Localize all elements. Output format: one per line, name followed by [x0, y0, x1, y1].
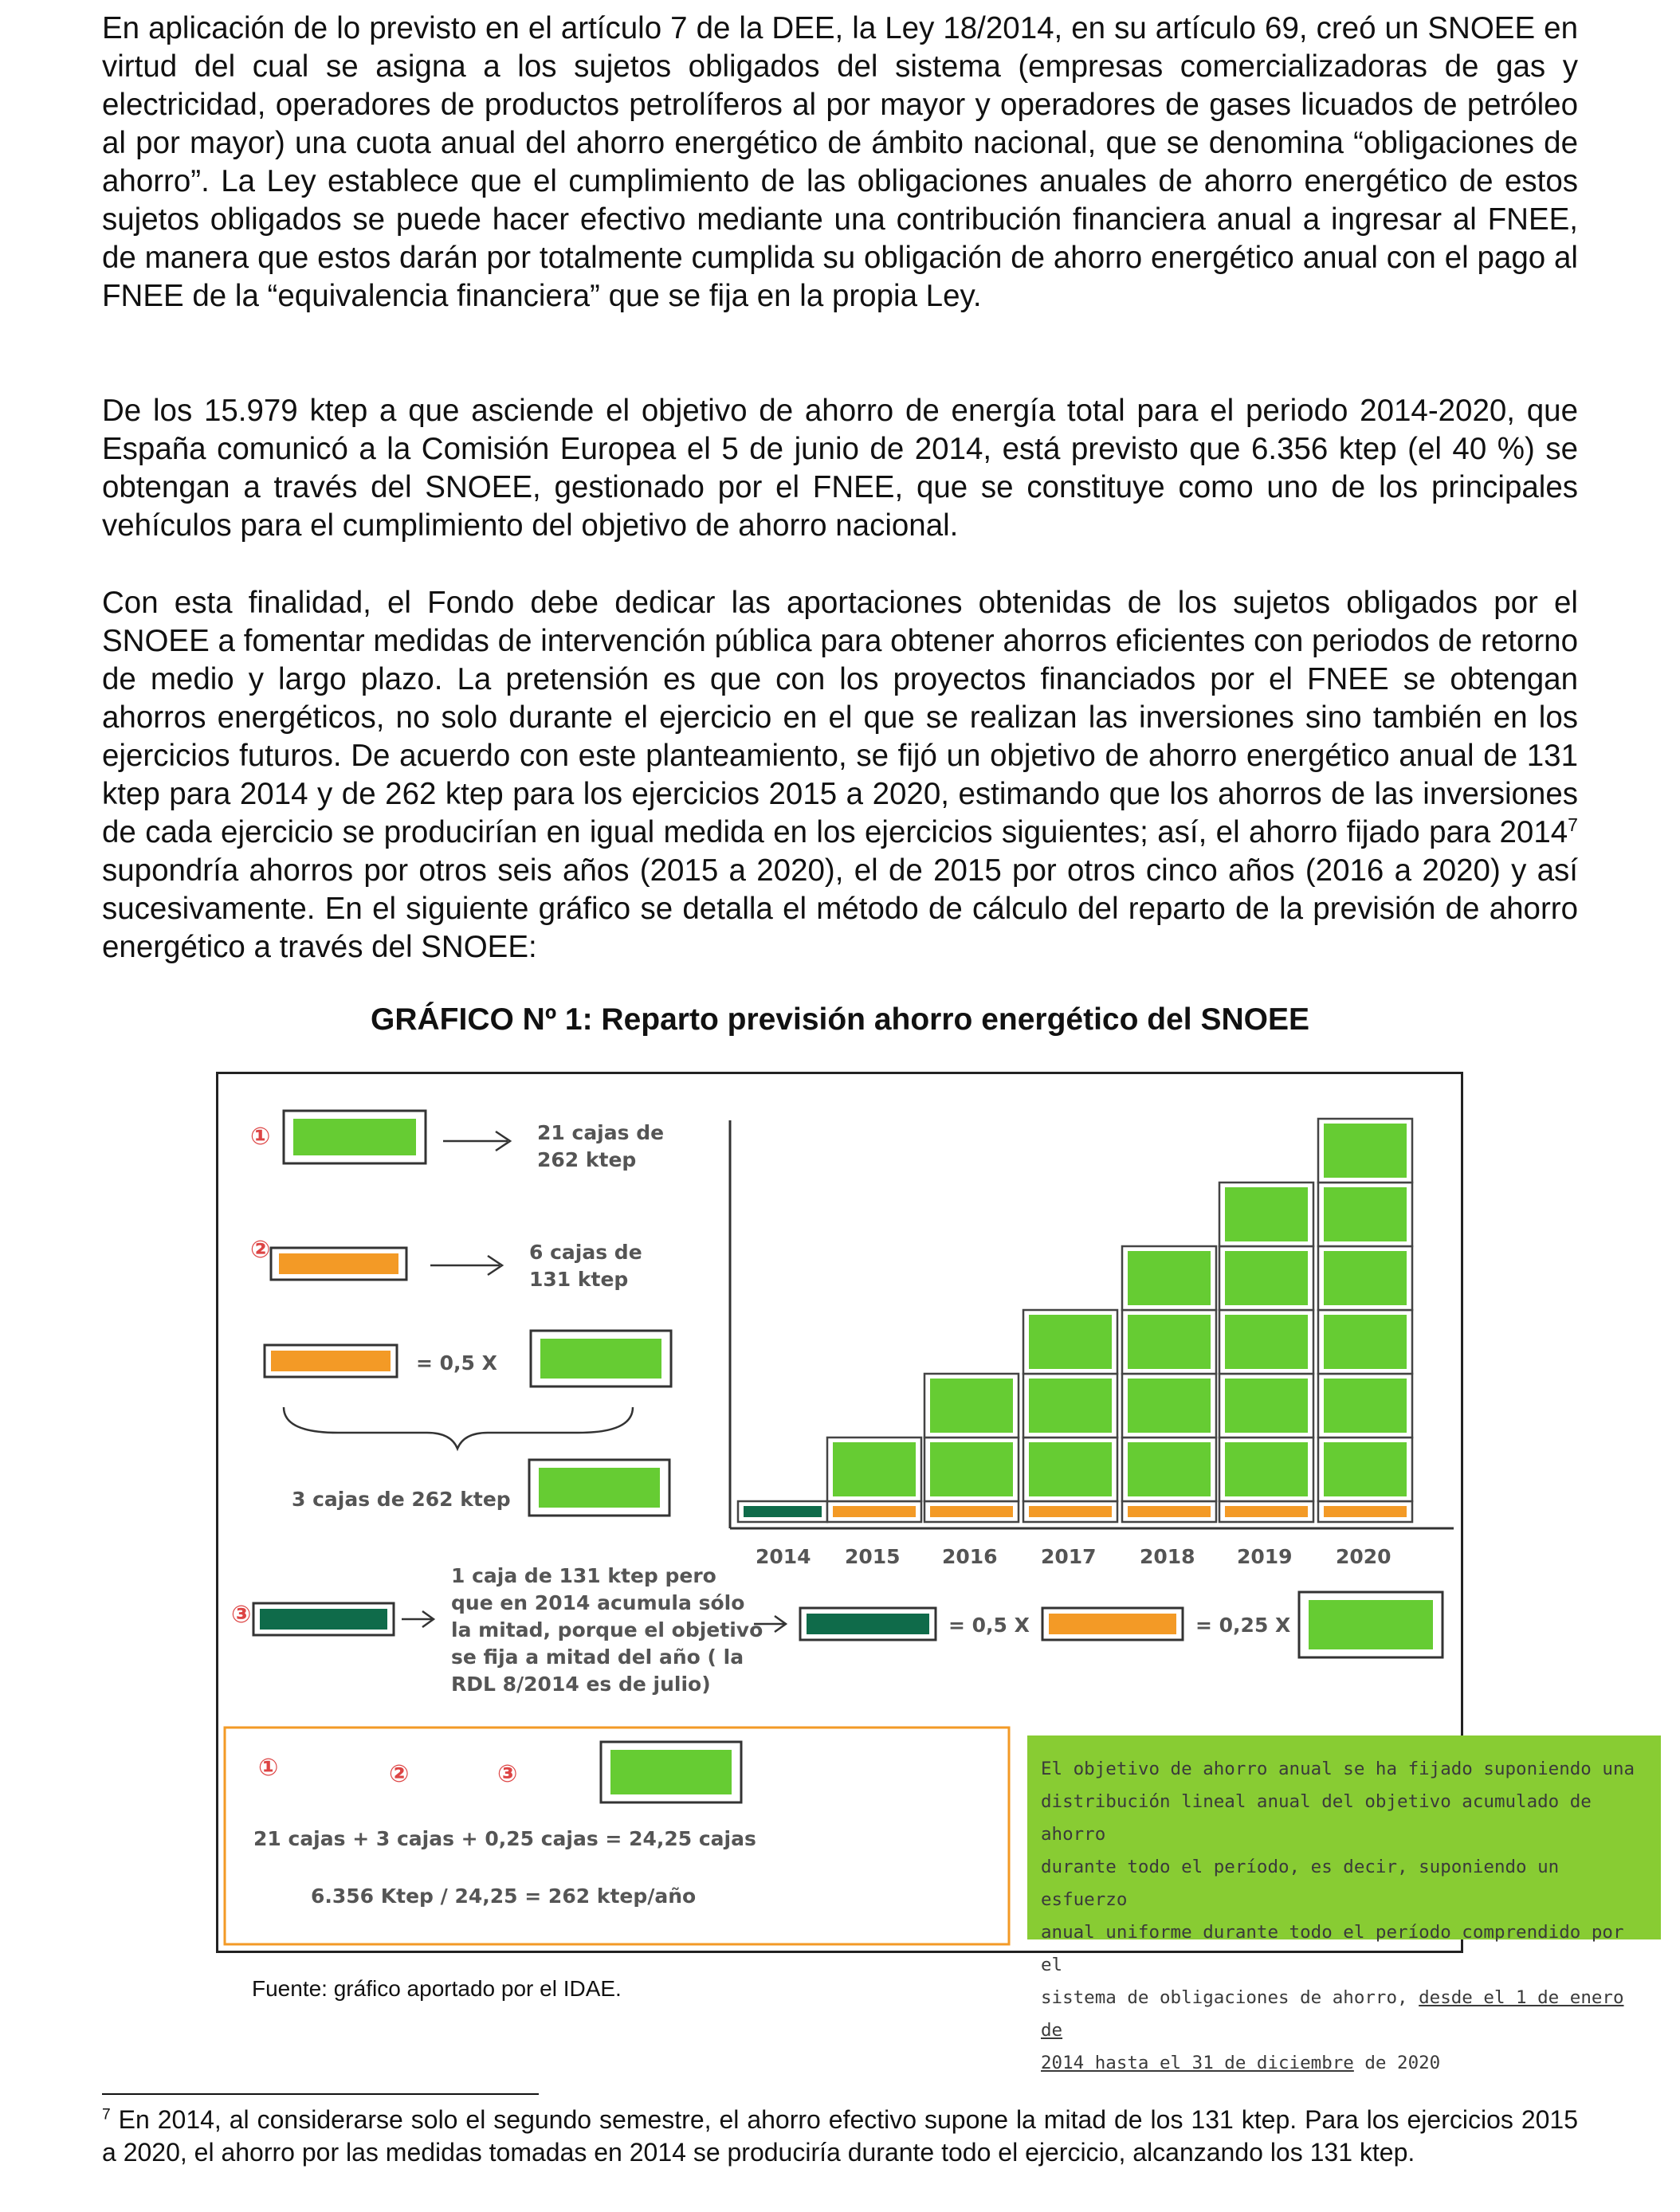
stair-box-2018-green	[1128, 1251, 1211, 1305]
note-line-4: anual uniforme durante todo el período comprendido por el	[1041, 1922, 1624, 1975]
stair-box-2017-green	[1029, 1442, 1112, 1496]
marker-1: ①	[250, 1123, 271, 1151]
year-label-2014: 2014	[756, 1545, 811, 1568]
year-labels	[756, 1545, 1391, 1568]
legend-1-line-2: 262 ktep	[537, 1148, 637, 1171]
legend-2-line-1: 6 cajas de	[529, 1241, 642, 1264]
note-underline-2: 2014 hasta el 31 de diciembre	[1041, 2053, 1354, 2073]
legend-2-line-2: 131 ktep	[529, 1268, 629, 1291]
calc-marker-1: ①	[258, 1754, 279, 1782]
note-underline-1: desde el 1 de enero de	[1041, 1987, 1624, 2041]
legend-eq: = 0,5 X	[416, 1351, 497, 1375]
stair-box-2020-green	[1324, 1379, 1407, 1433]
legend-3-line-1: 1 caja de 131 ktep pero	[451, 1564, 716, 1587]
stair-box-2020-green	[1324, 1187, 1407, 1241]
stair-box-2020-green	[1324, 1251, 1407, 1305]
note-line-5: sistema de obligaciones de ahorro,	[1041, 1987, 1408, 2008]
stair-box-2017-orange	[1029, 1506, 1112, 1517]
figure-heading: GRÁFICO Nº 1: Reparto previsión ahorro energético del SNOEE	[371, 1002, 1309, 1037]
eq-orange-fill	[1049, 1614, 1176, 1634]
paragraph-2: De los 15.979 ktep a que asciende el objetivo de ahorro de energía total para el periodo 2014-2020, que España comunicó a la Comisión Europea el 5 de junio de 2014, está previsto que 6.356 ktep (el 40 %) se obtengan a través del SNOEE, gestionado por el FNEE, que se constituye como uno de los principales vehículos para el cumplimiento del objetivo de ahorro nacional.	[102, 394, 1578, 543]
note-line-3: durante todo el período, es decir, suponiendo un esfuerzo	[1041, 1857, 1560, 1910]
footnote-number: 7	[102, 2106, 111, 2124]
footnote-rule	[102, 2093, 539, 2095]
note-text	[1031, 1753, 1661, 2080]
stair-box-2019-green	[1225, 1251, 1308, 1305]
eq-orange-label: = 0,25 X	[1195, 1614, 1291, 1637]
year-label-2015: 2015	[845, 1545, 901, 1568]
legend-3-line-4: se fija a mitad del año ( la	[451, 1645, 744, 1669]
stair-box-2016-green	[930, 1442, 1013, 1496]
paragraph-3-text-a: Con esta finalidad, el Fondo debe dedicar las aportaciones obtenidas de los sujetos obligados por el SNOEE a fomentar medidas de intervención pública para obtener ahorros eficientes con periodos de retorno de medio y largo plazo. La pretensión es que con los proyectos financiados por el FNEE se obtengan ahorros energéticos, no solo durante el ejercicio en el que se realizan las inversiones sino también en los ejercicios futuros. De acuerdo con este planteamiento, se fijó un objetivo de ahorro energético anual de 131 ktep para 2014 y de 262 ktep para los ejercicios 2015 a 2020, estimando que los ahorros de las inversiones de cada ejercicio se producirían en igual medida en los ejercicios siguientes; así, el ahorro fijado para 2014	[102, 586, 1578, 849]
stair-box-2014-dark	[744, 1506, 822, 1517]
calc-green-fill	[610, 1750, 732, 1794]
note-end: de 2020	[1353, 2053, 1441, 2073]
marker3-fill-dark	[260, 1609, 387, 1630]
eq-fill-orange	[271, 1351, 391, 1371]
three-fill-green	[539, 1468, 660, 1508]
stair-box-2016-green	[930, 1379, 1013, 1433]
stair-box-2018-green	[1128, 1315, 1211, 1369]
footnote-text: En 2014, al considerarse solo el segundo semestre, el ahorro efectivo supone la mitad de los 131 ktep. Para los ejercicios 2015 a 2020, el ahorro por las medidas tomadas en 2014 se produciría durante todo el ejercicio, alcanzando los 131 ktep.	[102, 2105, 1578, 2167]
calc-marker-3: ③	[497, 1760, 518, 1788]
eq-green-fill	[1309, 1600, 1433, 1649]
legend-3-line-3: la mitad, porque el objetivo	[451, 1618, 763, 1641]
year-label-2020: 2020	[1336, 1545, 1391, 1568]
legend-3cajas: 3 cajas de 262 ktep	[292, 1488, 511, 1511]
legend-3-line-5: RDL 8/2014 es de julio)	[451, 1673, 711, 1696]
stair-box-2019-orange	[1225, 1506, 1308, 1517]
legend-3-line-2: que en 2014 acumula sólo	[451, 1591, 745, 1614]
stair-box-2018-green	[1128, 1442, 1211, 1496]
staircase-boxes	[738, 1119, 1412, 1522]
paragraph-3	[102, 584, 1578, 967]
paragraph-3-text-b: supondría ahorros por otros seis años (2015 a 2020), el de 2015 por otros cinco años (2016 a 2020) y así sucesivamente. En el siguiente gráfico se detalla el método de cálculo del reparto de la previsión de ahorro energético a través del SNOEE:	[102, 853, 1578, 964]
stair-box-2020-orange	[1324, 1506, 1407, 1517]
legend-fill-green	[293, 1119, 416, 1155]
stair-box-2015-green	[833, 1442, 916, 1496]
stair-box-2020-green	[1324, 1315, 1407, 1369]
calc-line-1: 21 cajas + 3 cajas + 0,25 cajas = 24,25 cajas	[253, 1827, 756, 1850]
stair-box-2015-orange	[833, 1506, 916, 1517]
stair-box-2019-green	[1225, 1187, 1308, 1241]
marker-2: ②	[250, 1236, 271, 1264]
stair-box-2018-green	[1128, 1379, 1211, 1433]
footnote	[102, 2104, 1578, 2169]
year-label-2016: 2016	[942, 1545, 998, 1568]
stair-box-2020-green	[1324, 1442, 1407, 1496]
stair-box-2018-orange	[1128, 1506, 1211, 1517]
note-line-1: El objetivo de ahorro anual se ha fijado suponiendo una	[1041, 1759, 1635, 1779]
stair-box-2020-green	[1324, 1124, 1407, 1178]
marker-3: ③	[231, 1601, 252, 1629]
calc-marker-2: ②	[389, 1760, 410, 1788]
stair-box-2017-green	[1029, 1379, 1112, 1433]
paragraph-1: En aplicación de lo previsto en el artículo 7 de la DEE, la Ley 18/2014, en su artículo 69, creó un SNOEE en virtud del cual se asigna a los sujetos obligados del sistema (empresas comercializadoras de gas y electricidad, operadores de productos petrolíferos al por mayor y operadores de gases licuados de petróleo al por mayor) una cuota anual del ahorro energético de ámbito nacional, que se denomina “obligaciones de ahorro”. La Ley establece que el cumplimiento de las obligaciones anuales de ahorro energético de estos sujetos obligados se puede hacer efectivo mediante una contribución financiera anual a ingresar al FNEE, de manera que estos darán por totalmente cumplida su obligación de ahorro energético anual con el pago al FNEE de la “equivalencia financiera” que se fija en la propia Ley.	[102, 11, 1578, 313]
eq-fill-green	[540, 1339, 661, 1379]
stair-box-2016-orange	[930, 1506, 1013, 1517]
legend-1-line-1: 21 cajas de	[537, 1121, 665, 1144]
year-label-2018: 2018	[1140, 1545, 1195, 1568]
brace	[284, 1407, 633, 1449]
stair-box-2017-green	[1029, 1315, 1112, 1369]
stair-box-2019-green	[1225, 1442, 1308, 1496]
stair-box-2019-green	[1225, 1379, 1308, 1433]
stair-box-2019-green	[1225, 1315, 1308, 1369]
figure-source: Fuente: gráfico aportado por el IDAE.	[252, 1976, 622, 2001]
year-label-2019: 2019	[1237, 1545, 1293, 1568]
legend-fill-orange	[279, 1253, 398, 1274]
note-line-2: distribución lineal anual del objetivo acumulado de ahorro	[1041, 1791, 1592, 1845]
year-label-2017: 2017	[1041, 1545, 1097, 1568]
footnote-ref[interactable]: 7	[1568, 814, 1578, 836]
eq-dark-label: = 0,5 X	[948, 1614, 1030, 1637]
calc-line-2: 6.356 Ktep / 24,25 = 262 ktep/año	[311, 1885, 697, 1908]
eq-dark-fill	[807, 1614, 929, 1634]
